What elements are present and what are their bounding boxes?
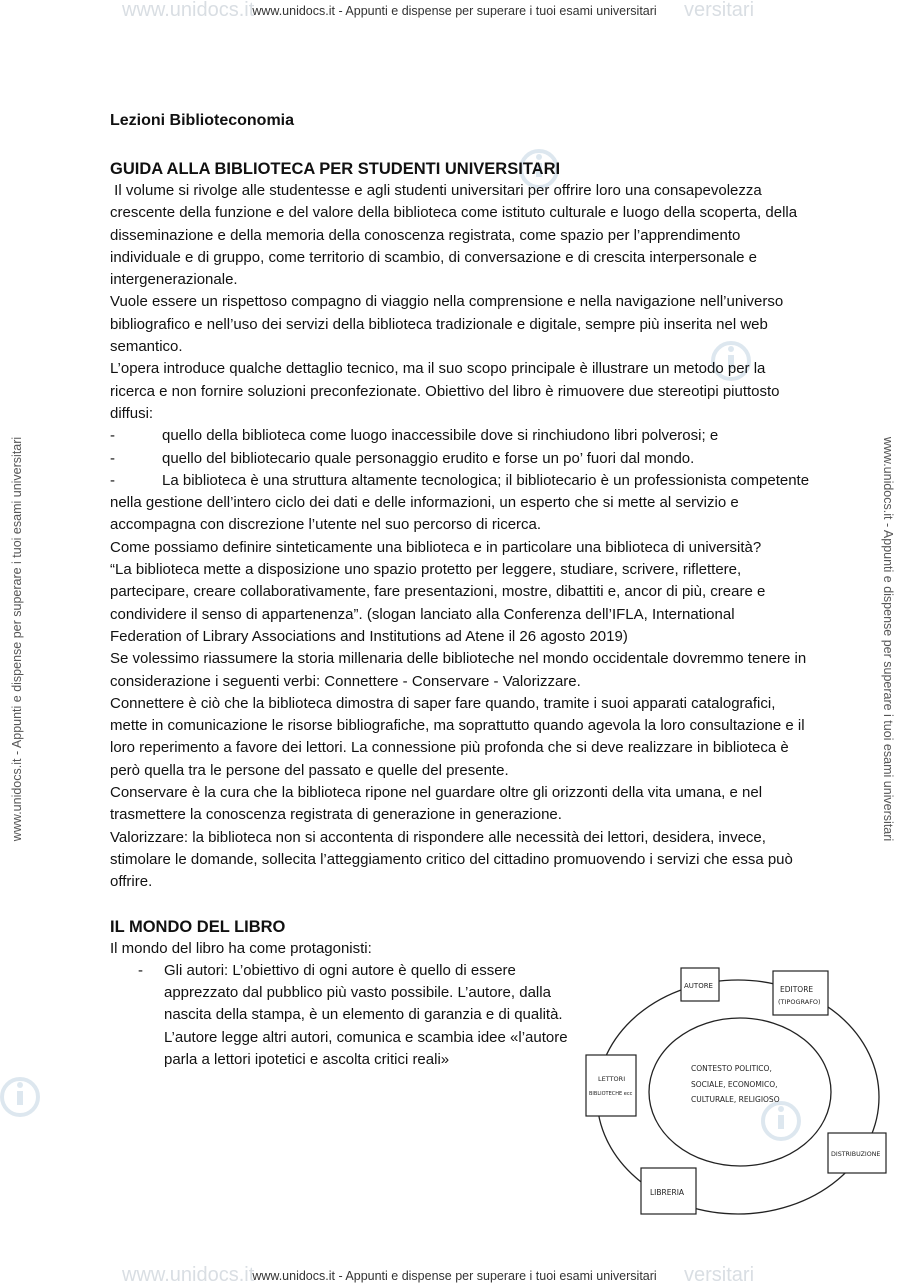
list-item: [110, 470, 810, 537]
watermark-ghost-right-bottom: versitari: [684, 1264, 755, 1286]
watermark-ghost-left-bottom: www.unidocs.it: [122, 1264, 255, 1286]
box-libreria-label: LIBRERIA: [650, 1188, 685, 1197]
paragraph: Connettere è ciò che la biblioteca dimostra di saper fare quando, tramite i suoi apparati catalografici, mette in comunicazione le risorse bibliografiche, ma soprattutto quando agevola la loro consultazione e il loro reperimento a favore dei lettori. La connessione più profonda che si deve realizzare in biblioteca è però quella tra le persone del passato e quelle del presente.: [110, 694, 805, 779]
document-body: [110, 110, 810, 1071]
paragraph: L’opera introduce qualche dettaglio tecnico, ma il suo scopo principale è illustrare un metodo per la ricerca e non fornire soluzioni preconfezionate. Obiettivo del libro è rimuovere due stereotipi piuttosto diffusi:: [110, 360, 780, 422]
list-item: [110, 448, 810, 470]
watermark-footer: www.unidocs.it - Appunti e dispense per superare i tuoi esami universitari: [252, 1269, 657, 1283]
paragraph: Come possiamo definire sinteticamente una biblioteca e in particolare una biblioteca di università?: [110, 538, 762, 556]
dash-marker: -: [110, 471, 115, 489]
paragraph: “La biblioteca mette a disposizione uno spazio protetto per leggere, studiare, scrivere, riflettere, partecipare, creare collaborativamente, fare presentazioni, mostre, dibattiti e, ancor di più, creare e condividere il senso di appartenenza”. (slogan lanciato alla Conferenza dell’IFLA, International Federation of Library Associations and Institutions ad Atene il 26 agosto 2019): [110, 561, 766, 645]
paragraph: Il mondo del libro ha come protagonisti:: [110, 939, 372, 957]
box-lettori-sublabel: BIBLIOTECHE ecc: [589, 1091, 633, 1097]
box-lettori: [586, 1055, 636, 1116]
section-title-mondo-libro: IL MONDO DEL LIBRO: [110, 917, 286, 936]
dash-marker: -: [110, 449, 115, 467]
inner-circle: [649, 1018, 831, 1166]
watermark-header: www.unidocs.it - Appunti e dispense per superare i tuoi esami universitari: [252, 4, 657, 18]
lesson-title: Lezioni Biblioteconomia: [110, 112, 295, 129]
list-item: [138, 960, 568, 1071]
watermark-side-right: www.unidocs.it - Appunti e dispense per superare i tuoi esami universitari: [881, 436, 895, 842]
center-line-3: CULTURALE, RELIGIOSO: [691, 1095, 780, 1104]
paragraph: Se volessimo riassumere la storia millenaria delle biblioteche nel mondo occidentale dovremmo tenere in considerazione i seguenti verbi: Connettere - Conservare - Valorizzare.: [110, 650, 807, 690]
list-item-text: quello della biblioteca come luogo inaccessibile dove si rinchiudono libri polverosi; e: [162, 427, 719, 445]
section-title-guida: GUIDA ALLA BIBLIOTECA PER STUDENTI UNIVERSITARI: [110, 160, 561, 178]
list-item: [110, 425, 810, 447]
paragraph: Vuole essere un rispettoso compagno di viaggio nella comprensione e nella navigazione nell’universo bibliografico e nell’uso dei servizi della biblioteca tradizionale e digitale, sempre più inserita nel web semantico.: [110, 293, 784, 356]
list-item-text: quello del bibliotecario quale personaggio erudito e forse un po’ fuori dal mondo.: [162, 449, 695, 467]
watermark-side-left: www.unidocs.it - Appunti e dispense per superare i tuoi esami universitari: [10, 436, 24, 842]
dash-marker: -: [138, 961, 143, 979]
box-editore-sublabel: (TIPOGRAFO): [778, 998, 821, 1006]
book-world-diagram: [583, 963, 893, 1223]
watermark-ghost-left: www.unidocs.it: [122, 0, 255, 21]
dash-marker: -: [110, 427, 115, 445]
list-item-text: La biblioteca è una struttura altamente tecnologica; il bibliotecario è un professionista competente nella gestione dell’intero ciclo dei dati e delle informazioni, un esperto che si mette al servizio e accompagna con discrezione l’utente nel suo percorso di ricerca.: [110, 471, 810, 534]
box-editore-label: EDITORE: [780, 985, 814, 994]
paragraph: Conservare è la cura che la biblioteca ripone nel guardare oltre gli orizzonti della vita umana, e nel trasmettere la conoscenza registrata di generazione in generazione.: [110, 784, 763, 824]
center-line-1: CONTESTO POLITICO,: [691, 1064, 772, 1073]
center-line-2: SOCIALE, ECONOMICO,: [691, 1080, 778, 1089]
box-autore-label: AUTORE: [684, 982, 713, 990]
box-lettori-label: LETTORI: [598, 1075, 626, 1083]
list-item-text: Gli autori: L’obiettivo di ogni autore è quello di essere apprezzato dal pubblico più vasto possibile. L’autore, dalla nascita della stampa, è un elemento di garanzia e di qualità. L’autore legge altri autori, comunica e scambia idee «l’autore parla a lettori ipotetici e ascolta critici reali»: [164, 961, 568, 1068]
box-distribuzione-label: DISTRIBUZIONE: [831, 1151, 881, 1158]
watermark-ghost-right: versitari: [684, 0, 755, 21]
paragraph: Il volume si rivolge alle studentesse e agli studenti universitari per offrire loro una consapevolezza crescente della funzione e del valore della biblioteca come istituto culturale e luogo della scoperta, della disseminazione e della memoria della conoscenza registrata, come spazio per l’apprendimento individuale e di gruppo, come territorio di scambio, di conversazione e di crescita interpersonale e intergenerazionale.: [110, 182, 802, 289]
unidocs-logo-icon: [0, 1073, 44, 1121]
paragraph: Valorizzare: la biblioteca non si accontenta di rispondere alle necessità dei lettori, desidera, invece, stimolare le domande, sollecita l’atteggiamento critico del cittadino promuovendo i servizi che essa può offrire.: [110, 828, 793, 891]
